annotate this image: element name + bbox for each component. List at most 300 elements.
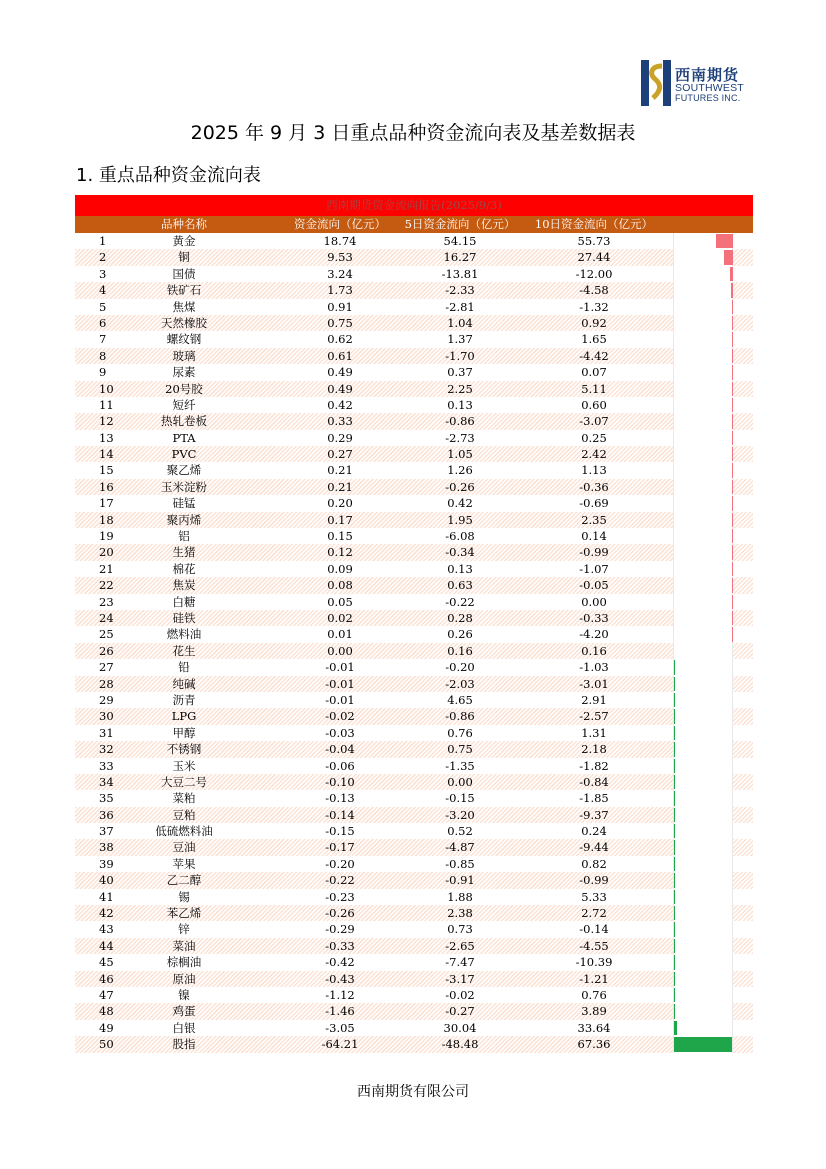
cell-flow-1d: -3.05 [325, 1020, 355, 1035]
cell-rank: 5 [99, 299, 107, 314]
data-bar-cell [673, 479, 733, 495]
cell-rank: 30 [99, 709, 114, 724]
cell-flow-10d: 0.25 [581, 430, 607, 445]
cell-flow-1d: 0.17 [327, 512, 353, 527]
cell-flow-1d: -0.01 [325, 660, 355, 675]
company-logo [641, 60, 761, 110]
logo-mark-icon [641, 60, 671, 106]
cell-flow-10d: -4.42 [579, 348, 609, 363]
cell-rank: 39 [99, 856, 114, 871]
cell-flow-1d: -0.23 [325, 889, 355, 904]
cell-flow-1d: 0.62 [327, 332, 353, 347]
cell-flow-1d: 0.21 [327, 479, 353, 494]
cell-flow-5d: 1.26 [447, 463, 473, 478]
cell-rank: 9 [99, 365, 107, 380]
cell-flow-1d: 0.27 [327, 447, 353, 462]
cell-flow-10d: 2.18 [581, 742, 607, 757]
table-row [75, 790, 753, 806]
cell-name: 不锈钢 [166, 742, 202, 757]
cell-flow-1d: -0.42 [325, 955, 355, 970]
cell-flow-10d: -4.58 [579, 283, 609, 298]
cell-flow-5d: 0.37 [447, 365, 473, 380]
table-row [75, 659, 753, 675]
cell-flow-5d: -0.85 [445, 856, 475, 871]
data-bar-cell [673, 921, 733, 937]
cell-rank: 14 [99, 447, 114, 462]
table-row [75, 594, 753, 610]
cell-flow-1d: -0.20 [325, 856, 355, 871]
cell-rank: 15 [99, 463, 114, 478]
cell-rank: 46 [99, 971, 114, 986]
data-bar-cell [673, 594, 733, 610]
cell-name: 锡 [178, 889, 190, 904]
data-bar-cell [673, 561, 733, 577]
cell-flow-1d: -0.01 [325, 676, 355, 691]
data-bar [674, 742, 675, 756]
data-bar-cell [673, 610, 733, 626]
cell-flow-10d: -0.99 [579, 545, 609, 560]
cell-flow-5d: -0.86 [445, 709, 475, 724]
cell-flow-5d: -0.15 [445, 791, 475, 806]
cell-flow-5d: 0.00 [447, 774, 473, 789]
table-row [75, 921, 753, 937]
cell-rank: 16 [99, 479, 114, 494]
cell-flow-10d: 0.00 [581, 594, 607, 609]
cell-flow-5d: 1.04 [447, 315, 473, 330]
document-title: 2025 年 9 月 3 日重点品种资金流向表及基差数据表 [190, 122, 636, 144]
cell-rank: 44 [99, 938, 114, 953]
data-bar [732, 578, 733, 592]
data-bar [674, 873, 675, 887]
header-flow-5d: 5日资金流向（亿元） [404, 217, 516, 231]
data-bar-cell [673, 954, 733, 970]
cell-rank: 47 [99, 987, 114, 1002]
cell-name: PTA [172, 430, 196, 445]
cell-name: 焦煤 [172, 299, 196, 314]
data-bar [674, 791, 675, 805]
cell-flow-10d: 0.07 [581, 365, 607, 380]
cell-flow-10d: -9.44 [579, 840, 609, 855]
cell-name: 玻璃 [172, 348, 196, 363]
table-row [75, 1036, 753, 1052]
cell-name: 棉花 [172, 561, 196, 576]
cell-flow-10d: -0.69 [579, 496, 609, 511]
cell-name: 20号胶 [165, 381, 203, 396]
data-bar-cell [673, 348, 733, 364]
data-bar-cell [673, 807, 733, 823]
data-bar-cell [673, 774, 733, 790]
cell-flow-5d: 1.95 [447, 512, 473, 527]
data-bar-cell [673, 282, 733, 298]
cell-flow-10d: 1.13 [581, 463, 607, 478]
data-bar [732, 562, 733, 576]
data-bar-cell [673, 889, 733, 905]
cell-flow-10d: -0.33 [579, 610, 609, 625]
data-bar [732, 611, 733, 625]
cell-rank: 32 [99, 742, 114, 757]
data-bar-cell [673, 938, 733, 954]
cell-flow-10d: -4.55 [579, 938, 609, 953]
data-bar-cell [673, 872, 733, 888]
data-bar [674, 922, 675, 936]
cell-name: 乙二醇 [166, 873, 202, 888]
cell-name: 纯碱 [172, 676, 196, 691]
cell-rank: 31 [99, 725, 114, 740]
cell-flow-1d: -0.26 [325, 906, 355, 921]
cell-flow-5d: 54.15 [443, 234, 477, 248]
cell-flow-10d: -0.14 [579, 922, 609, 937]
cell-name: 花生 [172, 643, 196, 658]
cell-name: 鸡蛋 [172, 1004, 196, 1019]
cell-flow-1d: -0.04 [325, 742, 355, 757]
table-row [75, 462, 753, 478]
cell-rank: 36 [99, 807, 114, 822]
cell-flow-5d: 0.28 [447, 610, 473, 625]
data-bar [732, 382, 733, 396]
header-flow-1d: 资金流向（亿元） [294, 217, 386, 231]
cell-flow-10d: -2.57 [579, 709, 609, 724]
table-row [75, 872, 753, 888]
data-bar [732, 300, 733, 314]
cell-flow-1d: 0.08 [327, 578, 353, 593]
cell-flow-10d: -1.21 [579, 971, 609, 986]
cell-rank: 13 [99, 430, 114, 445]
cell-flow-5d: -0.34 [445, 545, 475, 560]
data-bar-cell [673, 676, 733, 692]
cell-flow-1d: -0.03 [325, 725, 355, 740]
cell-flow-10d: 5.11 [581, 381, 607, 396]
cell-flow-1d: 0.20 [327, 496, 353, 511]
cell-rank: 34 [99, 774, 114, 789]
table-row [75, 1003, 753, 1019]
cell-flow-10d: -1.07 [579, 561, 609, 576]
data-bar [674, 660, 675, 674]
cell-flow-5d: 0.73 [447, 922, 473, 937]
cell-name: 豆粕 [172, 807, 196, 822]
cell-flow-5d: -2.73 [445, 430, 475, 445]
table-row [75, 381, 753, 397]
table-row [75, 266, 753, 282]
cell-flow-1d: 0.02 [327, 610, 353, 625]
cell-flow-1d: 0.15 [327, 529, 353, 544]
data-bar [674, 726, 675, 740]
cell-rank: 18 [99, 512, 114, 527]
cell-flow-10d: -3.01 [579, 676, 609, 691]
data-bar [731, 283, 733, 297]
data-bar [732, 349, 733, 363]
table-row [75, 282, 753, 298]
data-bar [674, 939, 675, 953]
cell-flow-10d: -1.32 [579, 299, 609, 314]
cell-name: 大豆二号 [161, 774, 207, 789]
cell-rank: 1 [99, 234, 107, 248]
cell-flow-1d: -0.17 [325, 840, 355, 855]
cell-flow-1d: 0.12 [327, 545, 353, 560]
cell-name: 玉米 [172, 758, 196, 773]
cell-flow-1d: 0.49 [327, 365, 353, 380]
table-row [75, 708, 753, 724]
cell-name: PVC [171, 447, 197, 462]
cell-flow-5d: 1.37 [447, 332, 473, 347]
cell-rank: 10 [99, 381, 114, 396]
cell-flow-5d: 0.26 [447, 627, 473, 642]
cell-flow-1d: 0.21 [327, 463, 353, 478]
cell-flow-1d: -0.43 [325, 971, 355, 986]
cell-flow-1d: 0.42 [327, 397, 353, 412]
data-bar [674, 759, 675, 773]
table-row [75, 758, 753, 774]
cell-flow-5d: 4.65 [447, 692, 473, 707]
cell-flow-5d: -0.22 [445, 594, 475, 609]
cell-rank: 37 [99, 824, 114, 839]
cell-name: 白银 [172, 1020, 196, 1035]
cell-flow-1d: 0.05 [327, 594, 353, 609]
cell-flow-10d: -1.85 [579, 791, 609, 806]
table-row [75, 331, 753, 347]
data-bar-cell [673, 643, 733, 659]
cell-flow-10d: 0.16 [581, 643, 607, 658]
data-bar [674, 709, 675, 723]
cell-flow-5d: -6.08 [445, 529, 475, 544]
cell-rank: 35 [99, 791, 114, 806]
data-bar [674, 890, 675, 904]
data-bar [674, 1004, 675, 1018]
cell-flow-1d: 0.01 [327, 627, 353, 642]
data-bar [732, 496, 733, 510]
report-title: 西南期货资金流向报告(2025/9/3) [75, 195, 753, 216]
cell-name: 热轧卷板 [161, 414, 207, 429]
data-bar [674, 824, 675, 838]
data-bar [732, 431, 733, 445]
data-bar [674, 1037, 732, 1051]
cell-name: 铜 [178, 250, 190, 265]
table-row [75, 971, 753, 987]
cell-flow-5d: -3.20 [445, 807, 475, 822]
cell-flow-5d: -0.20 [445, 660, 475, 675]
cell-flow-1d: 0.91 [327, 299, 353, 314]
data-bar-cell [673, 381, 733, 397]
cell-flow-10d: 2.91 [581, 692, 607, 707]
table-row [75, 610, 753, 626]
cell-flow-10d: 55.73 [577, 234, 611, 248]
table-row [75, 430, 753, 446]
cell-rank: 48 [99, 1004, 114, 1019]
cell-flow-10d: -1.82 [579, 758, 609, 773]
data-bar [674, 677, 675, 691]
data-bar [732, 595, 733, 609]
cell-flow-10d: 2.72 [581, 906, 607, 921]
cell-name: LPG [171, 709, 197, 724]
table-row [75, 249, 753, 265]
data-bar-cell [673, 446, 733, 462]
cell-name: 生猪 [172, 545, 196, 560]
cell-rank: 40 [99, 873, 114, 888]
cell-rank: 29 [99, 692, 114, 707]
table-row [75, 397, 753, 413]
data-bar-cell [673, 233, 733, 249]
data-bar [732, 480, 733, 494]
cell-flow-5d: 0.75 [447, 742, 473, 757]
table-header-row [75, 216, 753, 233]
cell-rank: 4 [99, 283, 107, 298]
table-row [75, 676, 753, 692]
cell-flow-10d: 0.14 [581, 529, 607, 544]
cell-flow-10d: 0.60 [581, 397, 607, 412]
cell-flow-5d: 0.13 [447, 397, 473, 412]
cell-flow-5d: -48.48 [441, 1037, 479, 1052]
cell-name: 铁矿石 [166, 283, 202, 298]
cell-rank: 8 [99, 348, 107, 363]
cell-name: 菜粕 [172, 791, 196, 806]
data-bar [732, 529, 733, 543]
table-row [75, 889, 753, 905]
cell-flow-1d: -64.21 [321, 1037, 359, 1052]
cell-flow-1d: 0.00 [327, 643, 353, 658]
cell-name: 苯乙烯 [166, 906, 202, 921]
table-row [75, 856, 753, 872]
cell-rank: 7 [99, 332, 107, 347]
table-row [75, 544, 753, 560]
cell-flow-1d: 0.49 [327, 381, 353, 396]
cell-flow-5d: -2.65 [445, 938, 475, 953]
table-row [75, 823, 753, 839]
data-bar [674, 808, 675, 822]
cell-flow-10d: 2.42 [581, 447, 607, 462]
table-row [75, 725, 753, 741]
cell-name: 低硫燃料油 [155, 824, 213, 839]
cell-rank: 20 [99, 545, 114, 560]
footer-company: 西南期货有限公司 [357, 1084, 469, 1100]
cell-flow-1d: -0.01 [325, 692, 355, 707]
cell-flow-10d: -10.39 [575, 955, 613, 970]
data-bar [732, 545, 733, 559]
cell-flow-5d: -4.87 [445, 840, 475, 855]
cell-flow-1d: -1.46 [325, 1004, 355, 1019]
data-bar [732, 463, 733, 477]
data-bar [716, 234, 733, 248]
cell-flow-10d: 0.82 [581, 856, 607, 871]
cell-name: 锌 [178, 922, 190, 937]
table-row [75, 1020, 753, 1036]
data-bar [674, 972, 675, 986]
cell-flow-10d: -9.37 [579, 807, 609, 822]
data-bar-cell [673, 839, 733, 855]
cell-flow-10d: 2.35 [581, 512, 607, 527]
cell-rank: 24 [99, 610, 114, 625]
cell-flow-10d: -3.07 [579, 414, 609, 429]
data-bar [674, 1021, 677, 1035]
cell-name: 甲醇 [172, 725, 196, 740]
table-row [75, 626, 753, 642]
data-bar-cell [673, 708, 733, 724]
cell-rank: 19 [99, 529, 114, 544]
data-bar [674, 693, 675, 707]
cell-flow-1d: 0.61 [327, 348, 353, 363]
data-bar-cell [673, 364, 733, 380]
table-row [75, 839, 753, 855]
cell-name: 白糖 [172, 594, 196, 609]
cell-name: 螺纹钢 [166, 332, 202, 347]
cell-rank: 28 [99, 676, 114, 691]
cell-name: 硅铁 [172, 610, 196, 625]
cell-rank: 41 [99, 889, 114, 904]
data-bar [730, 267, 733, 281]
cell-flow-1d: -0.29 [325, 922, 355, 937]
data-bar-cell [673, 430, 733, 446]
table-row [75, 807, 753, 823]
cell-flow-5d: -13.81 [441, 266, 479, 281]
data-bar-cell [673, 626, 733, 642]
data-bar-cell [673, 856, 733, 872]
data-bar [732, 627, 733, 641]
cell-flow-5d: -0.86 [445, 414, 475, 429]
cell-flow-1d: -0.14 [325, 807, 355, 822]
data-bar-cell [673, 544, 733, 560]
table-body [75, 233, 753, 1053]
table-row [75, 315, 753, 331]
cell-flow-10d: -12.00 [575, 266, 613, 281]
cell-flow-10d: 3.89 [581, 1004, 607, 1019]
cell-name: 黄金 [172, 234, 196, 248]
cell-flow-10d: -4.20 [579, 627, 609, 642]
cell-name: 苹果 [172, 856, 196, 871]
cell-name: 尿素 [172, 365, 196, 380]
cell-rank: 12 [99, 414, 114, 429]
cell-name: 硅锰 [172, 496, 196, 511]
table-row [75, 643, 753, 659]
data-bar-cell [673, 1020, 733, 1036]
cell-rank: 2 [99, 250, 107, 265]
cell-name: 菜油 [172, 938, 196, 953]
cell-flow-1d: 18.74 [323, 234, 357, 248]
data-bar-cell [673, 790, 733, 806]
cell-name: 股指 [172, 1037, 196, 1052]
data-bar-cell [673, 512, 733, 528]
data-bar-cell [673, 495, 733, 511]
cell-rank: 43 [99, 922, 114, 937]
cell-flow-1d: 1.73 [327, 283, 353, 298]
data-bar-cell [673, 1003, 733, 1019]
cell-flow-1d: -0.10 [325, 774, 355, 789]
cell-name: 焦炭 [172, 578, 196, 593]
cell-flow-5d: -1.35 [445, 758, 475, 773]
cell-flow-5d: 0.16 [447, 643, 473, 658]
cell-flow-1d: 0.75 [327, 315, 353, 330]
data-bar-cell [673, 971, 733, 987]
table-row [75, 512, 753, 528]
data-bar-cell [673, 692, 733, 708]
cell-name: 燃料油 [166, 627, 202, 642]
data-bar [732, 316, 733, 330]
cell-rank: 23 [99, 594, 114, 609]
cell-rank: 26 [99, 643, 114, 658]
data-bar-cell [673, 299, 733, 315]
data-bar [674, 906, 675, 920]
data-bar-cell [673, 413, 733, 429]
cell-flow-10d: 67.36 [577, 1037, 611, 1052]
data-bar-cell [673, 1036, 733, 1052]
cell-flow-5d: -0.91 [445, 873, 475, 888]
cell-rank: 49 [99, 1020, 114, 1035]
data-bar-cell [673, 758, 733, 774]
table-row [75, 299, 753, 315]
cell-name: 沥青 [172, 692, 196, 707]
data-bar-cell [673, 331, 733, 347]
cell-flow-5d: 0.42 [447, 496, 473, 511]
data-bar-cell [673, 315, 733, 331]
data-bar [674, 775, 675, 789]
cell-rank: 25 [99, 627, 114, 642]
